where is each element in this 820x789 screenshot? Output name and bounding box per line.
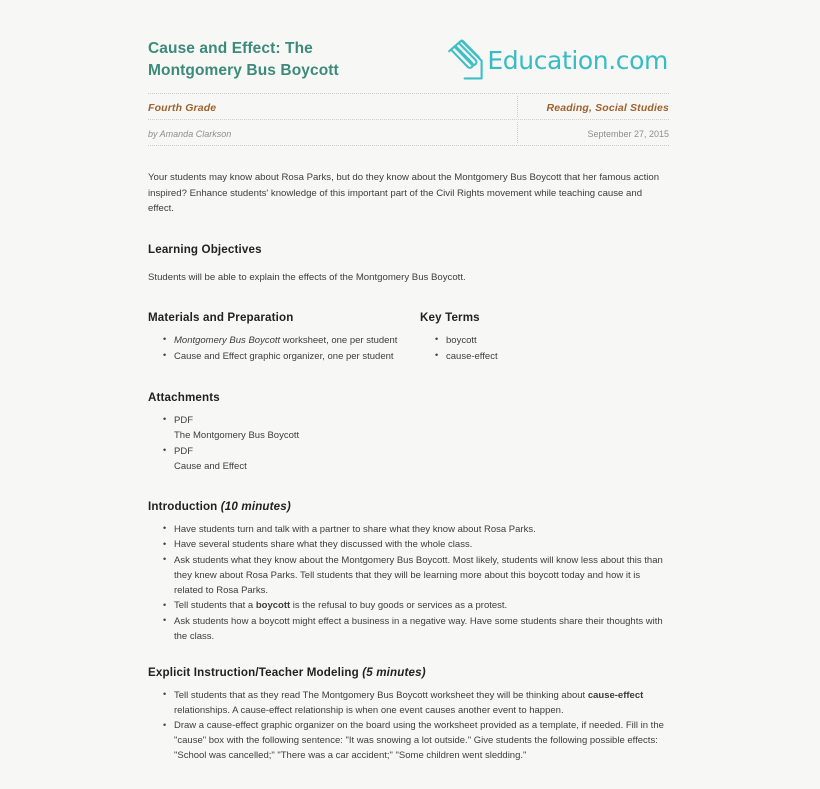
learning-objectives-heading: Learning Objectives — [148, 242, 262, 256]
meta-row-grade-subject — [148, 94, 669, 119]
document-content — [148, 0, 669, 764]
attachment-title[interactable]: Cause and Effect — [174, 460, 247, 472]
materials-keyterms-row — [148, 285, 669, 365]
meta-vertical-divider-2 — [517, 122, 518, 143]
key-terms-list — [420, 333, 669, 364]
step-text: Draw a cause-effect graphic organizer on the board using the worksheet provided as a template, if needed. Fill in the "cause" box with the following sentence: "It was snowing a lot outside." Give students the following possible effects: "School was cancelled;" "There was a car accident;" "Some children went sledding." — [174, 720, 664, 762]
list-item[interactable] — [174, 444, 669, 474]
subjects-label: Reading, Social Studies — [546, 101, 669, 114]
introduction-heading-label: Introduction — [148, 499, 218, 513]
subjects — [517, 98, 669, 116]
introduction-duration: (10 minutes) — [220, 499, 291, 513]
explicit-instruction-list — [148, 688, 669, 764]
list-item: • boycott — [446, 333, 669, 348]
step-text-after: relationships. A cause-effect relationship is when one event causes another event to happen. — [174, 704, 564, 716]
list-item — [174, 553, 669, 598]
explicit-instruction-heading — [148, 666, 669, 679]
list-item — [174, 333, 419, 348]
education-com-logo[interactable] — [445, 39, 668, 82]
introduction-list — [148, 522, 669, 644]
meta-vertical-divider-1 — [517, 96, 518, 117]
material-text: Cause and Effect graphic organizer, one per student — [174, 350, 394, 362]
materials-list — [148, 333, 420, 364]
introduction-heading — [148, 500, 669, 513]
explicit-instruction-heading-label: Explicit Instruction/Teacher Modeling — [148, 665, 359, 679]
step-text: Ask students what they know about the Montgomery Bus Boycott. Most likely, students will know less about this than they knew about Rosa Parks. Tell students that they will be learning more about this boycott today and how it is related to Rosa Parks. — [174, 554, 663, 596]
material-title-italic: Montgomery Bus Boycott — [174, 334, 281, 346]
list-item[interactable] — [174, 413, 669, 443]
key-terms-heading: Key Terms — [420, 310, 480, 324]
step-text: Tell students that a — [174, 600, 256, 612]
attachment-title[interactable]: The Montgomery Bus Boycott — [174, 429, 300, 441]
attachments-heading: Attachments — [148, 390, 220, 404]
step-text: Ask students how a boycott might effect a business in a negative way. Have some students share their thoughts with the class. — [174, 615, 663, 642]
key-terms-column — [420, 285, 669, 365]
list-item — [174, 522, 669, 537]
author — [148, 124, 517, 142]
learning-objectives-body: Students will be able to explain the effects of the Montgomery Bus Boycott. — [148, 271, 466, 283]
document-header — [148, 0, 669, 82]
step-term-bold: cause-effect — [587, 689, 644, 701]
explicit-instruction-duration: (5 minutes) — [362, 665, 426, 679]
lesson-summary: Your students may know about Rosa Parks, but do they know about the Montgomery Bus Boycott that her famous action inspired? Enhance students' knowledge of this important part of the Civil Rights movement while teaching cause and effect. — [148, 172, 660, 215]
publish-date — [517, 124, 669, 142]
attachments-list — [148, 413, 669, 474]
meta-bottom-divider — [148, 145, 669, 146]
attachment-type: PDF — [174, 445, 193, 457]
list-item: • cause-effect — [446, 349, 669, 364]
list-item — [174, 688, 669, 718]
materials-column — [148, 285, 420, 365]
grade-level — [148, 98, 517, 116]
author-label: by Amanda Clarkson — [148, 128, 232, 139]
meta-row-author-date — [148, 120, 669, 145]
brand-name: Education.com — [487, 46, 668, 75]
list-item — [174, 349, 419, 364]
pencil-square-logo-icon — [445, 39, 485, 82]
grade-level-label: Fourth Grade — [148, 101, 217, 114]
list-item — [174, 718, 669, 763]
list-item — [174, 614, 669, 644]
step-term-bold: boycott — [255, 600, 291, 612]
page-title-line-1: Cause and Effect: The — [148, 40, 313, 57]
material-text: worksheet, one per student — [280, 334, 398, 346]
list-item — [174, 598, 669, 613]
publish-date-label: September 27, 2015 — [587, 128, 669, 139]
materials-heading: Materials and Preparation — [148, 310, 294, 324]
page-title-line-2: Montgomery Bus Boycott — [148, 62, 339, 79]
step-text-after: is the refusal to buy goods or services as a protest. — [290, 600, 508, 612]
step-text: Have students turn and talk with a partner to share what they know about Rosa Parks. — [174, 523, 536, 535]
attachment-type: PDF — [174, 414, 193, 426]
page-title — [148, 38, 339, 82]
step-text: Tell students that as they read The Montgomery Bus Boycott worksheet they will be thinking about — [174, 689, 588, 701]
step-text: Have several students share what they discussed with the whole class. — [174, 539, 473, 551]
list-item — [174, 537, 669, 552]
